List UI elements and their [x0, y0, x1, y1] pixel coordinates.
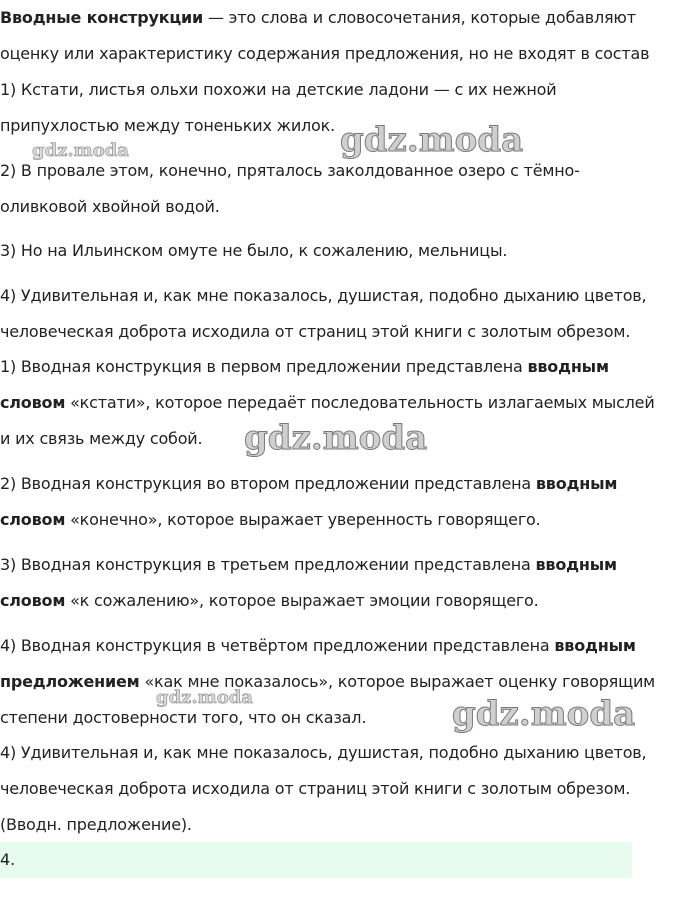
watermark-logo: gdz.moda: [452, 694, 636, 734]
explanation-1-line-1: [0, 356, 609, 378]
explanation-bold: вводным: [527, 357, 609, 376]
explanation-text: «к сожалению», которое выражает эмоции говорящего.: [65, 591, 539, 610]
explanation-2-line-2: [0, 509, 541, 531]
watermark-logo-small: gdz.moda: [32, 140, 129, 161]
explanation-3-line-2: [0, 590, 539, 612]
explanation-text: 3) Вводная конструкция в третьем предложении представлена: [0, 555, 536, 574]
watermark-logo-small: gdz.moda: [156, 687, 253, 708]
explanation-text: 4) Вводная конструкция в четвёртом предложении представлена: [0, 636, 555, 655]
explanation-bold: словом: [0, 393, 66, 412]
explanation-text: «как мне показалось», которое выражает оценку говорящим: [139, 672, 656, 691]
sentence-4-line-2: человеческая доброта исходила от страниц этой книги с золотым обрезом.: [0, 322, 631, 341]
explanation-3-line-1: [0, 554, 617, 576]
intro-text: — это слова и словосочетания, которые добавляют: [203, 8, 636, 27]
sentence-1-line-1: 1) Кстати, листья ольхи похожи на детские ладони — с их нежной: [0, 80, 557, 99]
intro-line-2: оценку или характеристику содержания предложения, но не входят в состав: [0, 44, 650, 63]
sentence-1-line-2: припухлостью между тоненьких жилок.: [0, 116, 335, 135]
explanation-bold: вводным: [535, 474, 618, 493]
explanation-4-line-2: [0, 671, 655, 693]
explanation-4-line-3: степени достоверности того, что он сказал.: [0, 708, 367, 727]
answer-highlight: [0, 842, 632, 878]
final-line-2: человеческая доброта исходила от страниц этой книги с золотым обрезом.: [0, 779, 631, 798]
answer-value: 4.: [0, 850, 16, 869]
sentence-4-line-1: 4) Удивительная и, как мне показалось, душистая, подобно дыханию цветов,: [0, 286, 647, 305]
explanation-bold: словом: [0, 510, 66, 529]
explanation-text: «конечно», которое выражает уверенность говорящего.: [65, 510, 541, 529]
explanation-bold: словом: [0, 591, 66, 610]
explanation-bold: вводным: [554, 636, 636, 655]
explanation-text: 1) Вводная конструкция в первом предложении представлена: [0, 357, 528, 376]
explanation-2-line-1: [0, 473, 617, 495]
final-line-1: 4) Удивительная и, как мне показалось, душистая, подобно дыханию цветов,: [0, 743, 647, 762]
sentence-2-line-1: 2) В провале этом, конечно, пряталось заколдованное озеро с тёмно-: [0, 161, 580, 180]
explanation-4-line-1: [0, 635, 636, 657]
intro-term: Вводные конструкции: [0, 8, 204, 27]
intro-line-1: [0, 7, 636, 29]
final-line-3: (Вводн. предложение).: [0, 815, 192, 834]
watermark-logo: gdz.moda: [244, 418, 428, 458]
watermark-logo: gdz.moda: [340, 120, 524, 160]
explanation-text: «кстати», которое передаёт последовательность излагаемых мыслей: [65, 393, 655, 412]
explanation-text: 2) Вводная конструкция во втором предложении представлена: [0, 474, 536, 493]
explanation-1-line-2: [0, 392, 655, 414]
explanation-bold: вводным: [535, 555, 617, 574]
explanation-1-line-3: и их связь между собой.: [0, 429, 203, 448]
sentence-2-line-2: оливковой хвойной водой.: [0, 197, 220, 216]
explanation-bold: предложением: [0, 672, 140, 691]
sentence-3: 3) Но на Ильинском омуте не было, к сожалению, мельницы.: [0, 241, 508, 260]
